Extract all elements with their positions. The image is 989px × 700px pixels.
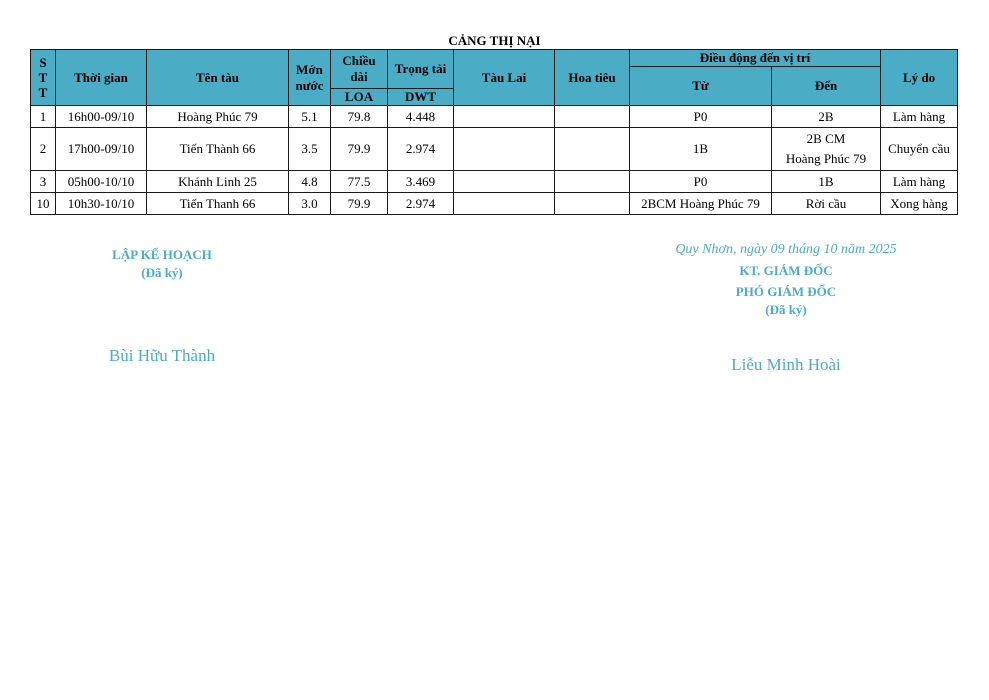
cell-from: P0	[630, 171, 772, 193]
signature-block-planner	[82, 244, 242, 366]
cell-time: 10h30-10/10	[56, 193, 147, 215]
document-title: CẢNG THỊ NẠI	[448, 33, 541, 48]
ship-movement-table	[30, 49, 958, 215]
cell-dwt: 2.974	[388, 128, 454, 171]
cell-reason: Làm hàng	[881, 106, 958, 128]
signature-block-director	[636, 240, 936, 375]
director-signed-note: (Đã ký)	[765, 302, 807, 317]
cell-from: 1B	[630, 128, 772, 171]
cell-tug	[454, 106, 555, 128]
cell-dwt: 2.974	[388, 193, 454, 215]
header-draft	[289, 50, 331, 106]
cell-dwt: 3.469	[388, 171, 454, 193]
cell-loa: 79.9	[331, 128, 388, 171]
header-reason: Lý do	[881, 50, 958, 106]
cell-to: Rời cầu	[772, 193, 881, 215]
cell-pilot	[555, 128, 630, 171]
header-from: Từ	[630, 67, 772, 106]
cell-to	[772, 128, 881, 171]
header-stt-line: T	[38, 70, 48, 85]
header-tonnage: Trọng tải	[388, 50, 454, 89]
cell-pilot	[555, 193, 630, 215]
cell-time: 05h00-10/10	[56, 171, 147, 193]
director-role-line2: PHÓ GIÁM ĐỐC	[735, 284, 837, 299]
planner-signed-note: (Đã ký)	[141, 265, 183, 280]
cell-tug	[454, 193, 555, 215]
cell-from: 2BCM Hoàng Phúc 79	[630, 193, 772, 215]
header-length	[331, 50, 388, 89]
cell-loa: 79.8	[331, 106, 388, 128]
header-length-line: Chiều	[342, 53, 376, 68]
table-row	[31, 193, 958, 215]
place-date: Quy Nhơn, ngày 09 tháng 10 năm 2025	[675, 242, 897, 257]
cell-draft: 3.0	[289, 193, 331, 215]
director-role-line1: KT. GIÁM ĐỐC	[739, 263, 833, 278]
cell-draft: 5.1	[289, 106, 331, 128]
cell-reason: Chuyển cầu	[881, 128, 958, 171]
cell-ship: Tiến Thành 66	[147, 128, 289, 171]
cell-tug	[454, 171, 555, 193]
cell-stt: 3	[31, 171, 56, 193]
cell-ship: Khánh Linh 25	[147, 171, 289, 193]
cell-draft: 3.5	[289, 128, 331, 171]
header-ship-name: Tên tàu	[147, 50, 289, 106]
cell-tug	[454, 128, 555, 171]
header-tonnage-unit: DWT	[388, 89, 454, 106]
cell-to: 1B	[772, 171, 881, 193]
header-tug: Tàu Lai	[454, 50, 555, 106]
cell-reason: Xong hàng	[881, 193, 958, 215]
cell-stt: 2	[31, 128, 56, 171]
cell-ship: Tiến Thanh 66	[147, 193, 289, 215]
cell-from: P0	[630, 106, 772, 128]
cell-stt: 10	[31, 193, 56, 215]
header-move-group: Điều động đến vị trí	[630, 50, 881, 67]
cell-dwt: 4.448	[388, 106, 454, 128]
header-length-line: dài	[350, 69, 368, 84]
header-stt-line: S	[39, 55, 47, 70]
planner-name: Bùi Hữu Thành	[108, 346, 216, 365]
cell-to: 2B	[772, 106, 881, 128]
cell-pilot	[555, 106, 630, 128]
cell-to-line: 2B CM	[806, 131, 846, 146]
header-draft-line: nước	[295, 77, 324, 93]
cell-time: 17h00-09/10	[56, 128, 147, 171]
header-to: Đến	[772, 67, 881, 106]
planner-role: LẬP KẾ HOẠCH	[112, 247, 212, 262]
table-row	[31, 171, 958, 193]
director-name: Liễu Minh Hoài	[731, 355, 841, 374]
header-length-unit: LOA	[331, 89, 388, 106]
header-time: Thời gian	[56, 50, 147, 106]
cell-to-line: Hoàng Phúc 79	[785, 151, 867, 166]
cell-reason: Làm hàng	[881, 171, 958, 193]
cell-draft: 4.8	[289, 171, 331, 193]
header-stt-line: T	[38, 85, 48, 100]
cell-ship: Hoàng Phúc 79	[147, 106, 289, 128]
cell-loa: 79.9	[331, 193, 388, 215]
table-row	[31, 128, 958, 171]
cell-pilot	[555, 171, 630, 193]
cell-loa: 77.5	[331, 171, 388, 193]
table-row	[31, 106, 958, 128]
header-draft-line: Mớn	[296, 61, 323, 77]
cell-stt: 1	[31, 106, 56, 128]
header-stt	[31, 50, 56, 106]
header-pilot: Hoa tiêu	[555, 50, 630, 106]
cell-time: 16h00-09/10	[56, 106, 147, 128]
